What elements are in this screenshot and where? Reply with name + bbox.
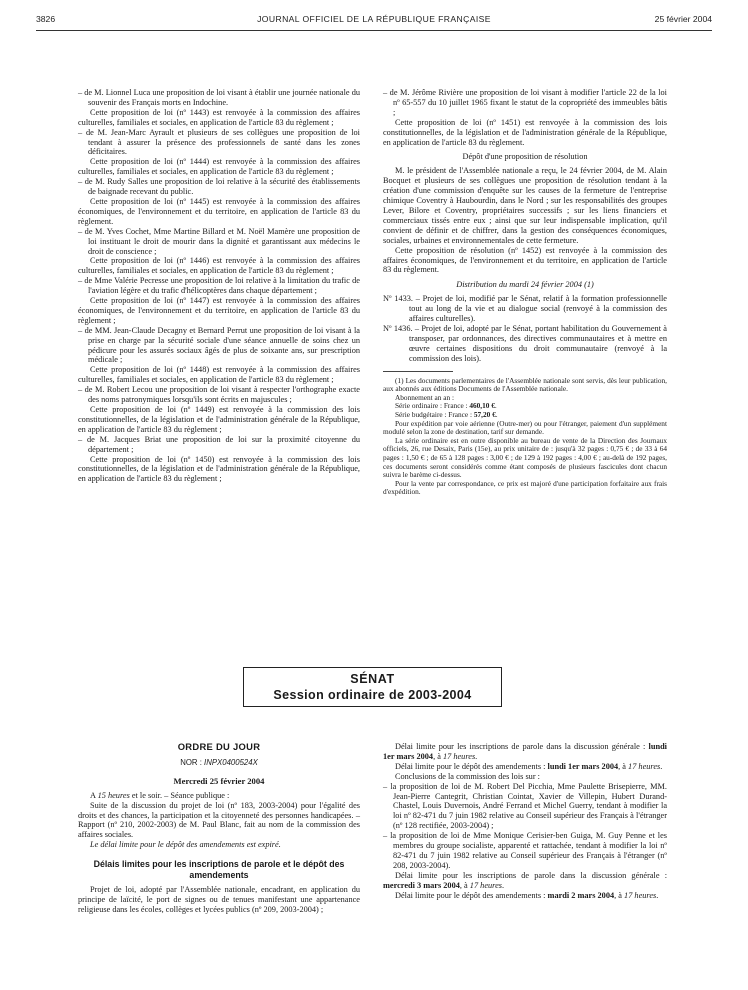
senat-left-column xyxy=(78,742,360,915)
paragraph: Cette proposition de loi (nº 1451) est renvoyée à la commission des lois constitutionnelles, de la législation et de l'administration générale de la République, en application de l'article 83 du règlement. xyxy=(383,117,667,147)
left-column xyxy=(78,88,360,484)
footnote-rule xyxy=(383,371,453,372)
paragraph: – de M. Yves Cochet, Mme Martine Billard et M. Noël Mamère une proposition de loi instituant le droit de mourir dans la dignité et garantissant aux médecins le droit de conscience ; xyxy=(78,226,360,256)
paragraph: – de M. Lionnel Luca une proposition de loi visant à établir une journée nationale du souvenir des Français morts en Indochine. xyxy=(78,88,360,107)
issue-date: 25 février 2004 xyxy=(654,14,712,24)
paragraph: Projet de loi, adopté par l'Assemblée nationale, encadrant, en application du principe de laïcité, le port de signes ou de tenues manifestant une appartenance religieuse dans les écoles, collèges et lycées publics (nº 209, 2003-2004) ; xyxy=(78,884,360,914)
paragraph: Cette proposition de loi (nº 1445) est renvoyée à la commission des affaires économiques, de l'environnement et du territoire, en application de l'article 83 du règlement. xyxy=(78,196,360,226)
paragraph: A 15 heures et le soir. – Séance publique : xyxy=(90,790,230,800)
paragraph: Cette proposition de loi (nº 1450) est renvoyée à la commission des lois constitutionnelles, de la législation et de l'administration générale de la République, en application de l'article 83 du règlement ; xyxy=(78,454,360,484)
journal-title: JOURNAL OFFICIEL DE LA RÉPUBLIQUE FRANÇAISE xyxy=(257,14,491,24)
paragraph: – la proposition de loi de M. Robert Del Picchia, Mme Paulette Brisepierre, MM. Jean-Pierre Cantegrit, Christian Cointat, Xavier de Villepin, Hubert Durand-Chastel, Louis Duvernois, André Ferrand et Michel Guerry, tendant à modifier la loi nº 82-471 du 7 juin 1982 relative au Conseil supérieur des Français à l'étranger (nº 128 rectifiée, 2003-2004) ; xyxy=(383,781,667,831)
senat-right-column xyxy=(383,742,667,901)
paragraph: – la proposition de loi de Mme Monique Cerisier-ben Guiga, M. Guy Penne et les membres du groupe socialiste, apparenté et rattachée, tendant à modifier la loi nº 82-471 du 7 juin 1982 relative au Conseil supérieur des Français à l'étranger (nº 208, 2003-2004). xyxy=(383,831,667,870)
footnote-text: (1) Les documents parlementaires de l'Assemblée nationale sont servis, dès leur publication, aux abonnés aux éditions Documents de l'Assemblée nationale. xyxy=(383,375,667,394)
nor-reference: NOR : INPX0400524X xyxy=(180,757,258,767)
paragraph: – de M. Robert Lecou une proposition de loi visant à respecter l'orthographe exacte des noms patronymiques lorsqu'ils sont écrits en majuscules ; xyxy=(78,385,360,405)
section-heading-depot: Dépôt d'une proposition de résolution xyxy=(462,152,588,162)
footnote xyxy=(383,377,667,497)
distribution-item: Nº 1436. – Projet de loi, adopté par le Sénat, portant habilitation du Gouvernement à transposer, par ordonnances, des directives communautaires et à mettre en œuvre certaines dispositions du droit communautaire (renvoyé à la commission des lois). xyxy=(383,323,667,363)
footnote-text: La série ordinaire est en outre disponible au bureau de vente de la Direction des Journaux officiels, 26, rue Desaix, Paris (15e), au prix unitaire de : jusqu'à 32 pages : 0,75 € ; de 33 à 64 pages : 1,50 € ; de 65 à 128 pages : 3,00 € ; de 129 à 192 pages : 4,00 € ; au-delà de 192 pages, ces documents seront considérés comme étant composés de plusieurs fascicules dont chacun suivra le barème ci-dessus. xyxy=(383,435,667,480)
paragraph: M. le président de l'Assemblée nationale a reçu, le 24 février 2004, de M. Alain Bocquet et plusieurs de ses collègues une proposition de résolution tendant à la création d'une commission d'enquête sur les causes de la fermeture de l'entreprise chimique Coventry à Haubourdin, dans le Nord ; sur les responsabilités des groupes Lever, Bilore et Coventry, propriétaires successifs ; sur les liens financiers et commerciaux tissés entre eux ; ainsi que sur leur indispensable implication, qu'il convient de définir et de chiffrer, dans la gestion des conséquences économiques, sociales, urbaines et environnementales de cette fermeture. xyxy=(383,166,667,245)
page-number: 3826 xyxy=(36,14,56,24)
paragraph: – de MM. Jean-Claude Decagny et Bernard Perrut une proposition de loi visant à la prise en charge par la sécurité sociale d'une séance annuelle de soins chez un pédicure pour les assurés sociaux âgés de plus de soixante ans, sur prescription médicale ; xyxy=(78,325,360,365)
paragraph: Cette proposition de loi (nº 1444) est renvoyée à la commission des affaires culturelles, familiales et sociales, en application de l'article 83 du règlement ; xyxy=(78,157,360,177)
paragraph: Suite de la discussion du projet de loi (nº 183, 2003-2004) pour l'égalité des droits et des chances, la participation et la citoyenneté des personnes handicapées. – Rapport (nº 210, 2002-2003) de M. Paul Blanc, fait au nom de la commission des affaires sociales. xyxy=(78,800,360,840)
header-rule xyxy=(36,30,712,31)
footnote-text: Abonnement an an : xyxy=(395,392,454,402)
paragraph: – de M. Jean-Marc Ayrault et plusieurs de ses collègues une proposition de loi tendant à assurer la présence des professionnels de santé dans les zones déficitaires. xyxy=(78,127,360,157)
paragraph: Délai limite pour le dépôt des amendements : lundi 1er mars 2004, à 17 heures. xyxy=(395,761,663,771)
date-heading: Mercredi 25 février 2004 xyxy=(173,775,265,786)
senat-section-box xyxy=(243,667,502,707)
senat-title: SÉNAT xyxy=(350,672,395,686)
paragraph: Délai limite pour les inscriptions de parole dans la discussion générale : mercredi 3 mars 2004, à 17 heures. xyxy=(383,870,667,890)
right-column xyxy=(383,88,667,497)
senat-session: Session ordinaire de 2003-2004 xyxy=(273,688,472,702)
paragraph: – de Mme Valérie Pecresse une proposition de loi relative à la limitation du trafic de l'aviation légère et du trafic d'hélicoptères dans chaque département ; xyxy=(78,276,360,296)
footnote-text: Pour la vente par correspondance, ce prix est majoré d'une participation forfaitaire aux frais d'expédition. xyxy=(383,478,667,497)
paragraph: – de M. Jacques Briat une proposition de loi sur la proximité citoyenne du département ; xyxy=(78,434,360,454)
paragraph: Cette proposition de loi (nº 1449) est renvoyée à la commission des lois constitutionnelles, de la législation et de l'administration générale de la République, en application de l'article 83 du règlement ; xyxy=(78,405,360,434)
paragraph: – de M. Rudy Salles une proposition de loi relative à la sécurité des établissements de baignade recevant du public. xyxy=(78,177,360,197)
paragraph: Conclusions de la commission des lois sur : xyxy=(395,771,540,781)
footnote-price-line: Série ordinaire : France : 460,10 €. xyxy=(395,401,497,411)
paragraph: Cette proposition de loi (nº 1447) est renvoyée à la commission des affaires économiques, de l'environnement et du territoire, en application de l'article 83 du règlement ; xyxy=(78,296,360,325)
delais-heading: Délais limites pour les inscriptions de parole et le dépôt des amendements xyxy=(93,859,345,880)
paragraph: Le délai limite pour le dépôt des amendements est expiré. xyxy=(90,840,281,850)
paragraph: – de M. Jérôme Rivière une proposition de loi visant à modifier l'article 22 de la loi nº 65-557 du 10 juillet 1965 fixant le statut de la copropriété des immeubles bâtis ; xyxy=(383,88,667,117)
paragraph: Cette proposition de loi (nº 1446) est renvoyée à la commission des affaires culturelles, familiales et sociales, en application de l'article 83 du règlement ; xyxy=(78,256,360,276)
footnote-price-line: Série budgétaire : France : 57,20 €. xyxy=(395,409,498,419)
running-header xyxy=(36,14,712,28)
distribution-item: Nº 1433. – Projet de loi, modifié par le Sénat, relatif à la formation professionnelle tout au long de la vie et au dialogue social (renvoyé à la commission des affaires culturelles). xyxy=(383,294,667,324)
paragraph: Délai limite pour le dépôt des amendements : mardi 2 mars 2004, à 17 heures. xyxy=(395,890,659,900)
ordre-du-jour-heading: ORDRE DU JOUR xyxy=(177,741,261,752)
paragraph: Délai limite pour les inscriptions de parole dans la discussion générale : lundi 1er mars 2004, à 17 heures. xyxy=(383,742,667,761)
footnote-text: Pour expédition par voie aérienne (Outre-mer) ou pour l'étranger, paiement d'un supplément modulé selon la zone de destination, tarif sur demande. xyxy=(383,418,667,437)
section-heading-distribution: Distribution du mardi 24 février 2004 (1) xyxy=(456,280,594,290)
paragraph: Cette proposition de loi (nº 1443) est renvoyée à la commission des affaires culturelles, familiales et sociales, en application de l'article 83 du règlement ; xyxy=(78,107,360,127)
paragraph: Cette proposition de résolution (nº 1452) est renvoyée à la commission des affaires économiques, de l'environnement et du territoire, en application de l'article 83 du règlement. xyxy=(383,245,667,275)
paragraph: Cette proposition de loi (nº 1448) est renvoyée à la commission des affaires culturelles, familiales et sociales, en application de l'article 83 du règlement ; xyxy=(78,365,360,385)
